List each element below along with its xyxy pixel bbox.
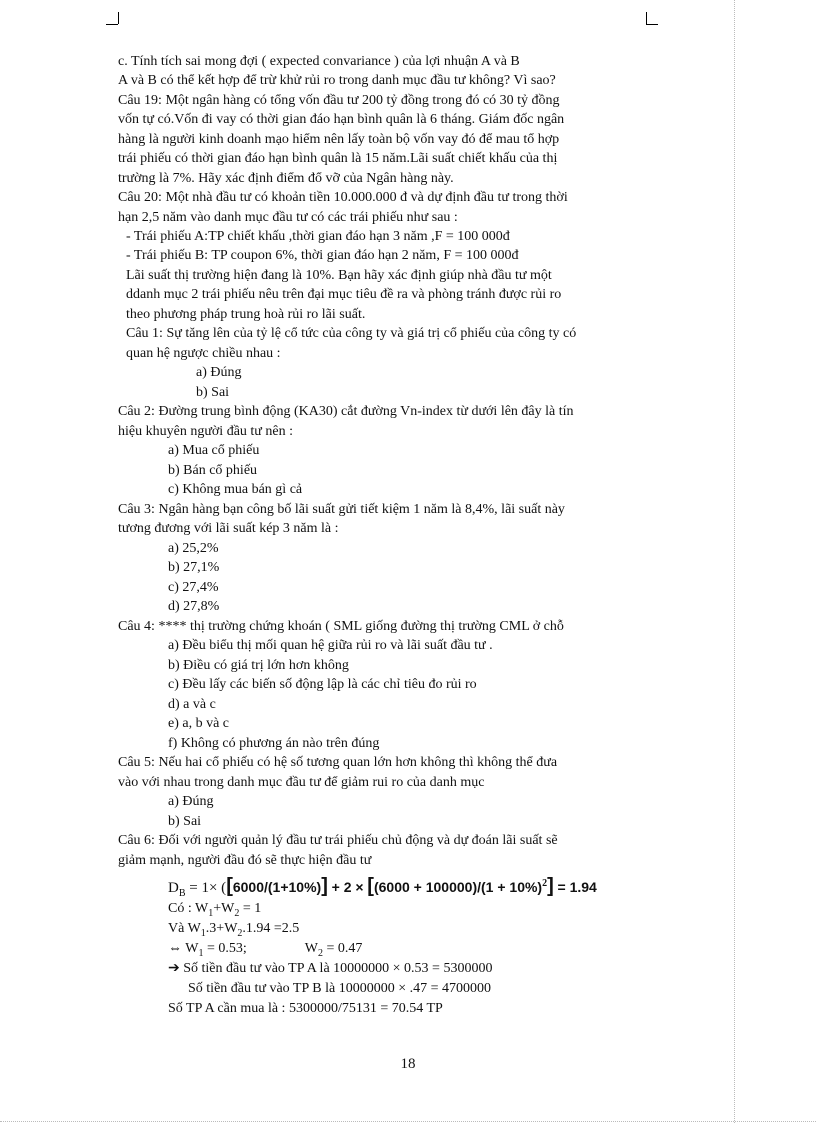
calc-text: +W <box>213 901 235 916</box>
list-item: d) 27,8% <box>168 599 220 614</box>
list-item: b) Điều có giá trị lớn hơn không <box>168 658 349 673</box>
text-line: Câu 19: Một ngân hàng có tổng vốn đầu tư 200 tỷ đồng trong đó có 30 tỷ đồng <box>118 93 560 108</box>
equation-mid: + 2 × <box>331 879 364 895</box>
text-line: trái phiếu có thời gian đáo hạn bình quân là 15 năm.Lãi suất chiết khấu của thị <box>118 151 558 166</box>
right-bracket: ] <box>321 875 328 897</box>
equivalence-arrow-icon: ⇔ <box>168 941 182 956</box>
text-line: Câu 6: Đối với người quản lý đầu tư trái phiếu chủ động và dự đoán lãi suất sẽ <box>118 833 558 848</box>
calc-sub: 2 <box>237 927 243 939</box>
calc-text: W <box>304 941 318 956</box>
text-line: giảm mạnh, người đầu đó sẽ thực hiện đầu tư <box>118 853 372 868</box>
text-line: hiệu khuyên người đầu tư nên : <box>118 424 293 439</box>
list-item: b) Sai <box>168 814 202 829</box>
text-line: Câu 4: **** thị trường chứng khoán ( SML giống đường thị trường CML ở chỗ <box>118 619 564 634</box>
page-number: 18 <box>400 1056 416 1072</box>
text-line: c. Tính tích sai mong đợi ( expected convariance ) của lợi nhuận A và B <box>118 54 520 69</box>
text-line: ddanh mục 2 trái phiếu nêu trên đại mục tiêu đề ra và phòng tránh được rủi ro <box>126 287 562 302</box>
text-line: quan hệ ngược chiều nhau : <box>126 346 281 361</box>
right-arrow-icon: ➔ <box>168 961 180 976</box>
calc-line <box>168 959 492 978</box>
crop-mark <box>118 12 119 24</box>
text-line: Câu 2: Đường trung bình động (KA30) cắt đường Vn-index từ dưới lên đây là tín <box>118 404 574 419</box>
list-item: a) Đúng <box>196 365 242 380</box>
equation-result: = 1.94 <box>557 879 597 895</box>
calc-text: .1.94 =2.5 <box>242 921 300 936</box>
calc-text: Và W <box>168 921 201 936</box>
list-item: b) Sai <box>196 385 230 400</box>
text-line: Lãi suất thị trường hiện đang là 10%. Bạn hãy xác định giúp nhà đầu tư một <box>126 268 552 283</box>
equation-term2: (6000 + 100000)/(1 + 10%) <box>373 879 543 895</box>
left-bracket: [ <box>367 875 374 897</box>
text-line: vào với nhau trong danh mục đầu tư để giảm rui ro của danh mục <box>118 775 485 790</box>
calc-text: = 0.53; <box>203 941 247 956</box>
calc-text: = 1 <box>239 901 262 916</box>
text-line: hàng là người kinh doanh mạo hiểm nên lấy toàn bộ vốn vay đó để mau tổ hợp <box>118 132 560 147</box>
text-line: vốn tự có.Vốn đi vay có thời gian đáo hạn bình quân là 6 tháng. Giám đốc ngân <box>118 112 565 127</box>
calc-text: .3+W <box>205 921 238 936</box>
text-line: A và B có thể kết hợp để trừ khử rủi ro trong danh mục đầu tư không? Vì sao? <box>118 73 556 88</box>
text-line: Câu 20: Một nhà đầu tư có khoản tiền 10.000.000 đ và dự định đầu tư trong thời <box>118 190 568 205</box>
right-bracket: ] <box>547 875 554 897</box>
calc-sub: 1 <box>200 927 206 939</box>
left-bracket: [ <box>226 875 233 897</box>
text-line: trường là 7%. Hãy xác định điểm đổ vỡ của Ngân hàng này. <box>118 171 454 186</box>
text-line: Câu 1: Sự tăng lên của tỷ lệ cổ tức của công ty và giá trị cổ phiếu của công ty có <box>126 326 577 341</box>
calc-text: Số tiền đầu tư vào TP A là 10000000 × 0.53 = 5300000 <box>179 961 493 976</box>
calc-sub: 2 <box>317 947 323 959</box>
calc-text: Có : W <box>168 901 209 916</box>
text-line: tương đương với lãi suất kép 3 năm là : <box>118 521 339 536</box>
calc-line: Số TP A cần mua là : 5300000/75131 = 70.54 TP <box>168 1001 443 1016</box>
equation-lhs: D <box>168 880 179 896</box>
text-line: theo phương pháp trung hoà rủi ro lãi suất. <box>126 307 366 322</box>
calc-text: W <box>182 941 199 956</box>
crop-mark <box>106 24 118 25</box>
list-item: c) Không mua bán gì cả <box>168 482 303 497</box>
margin-guide <box>734 0 735 1123</box>
equation-start: = 1× ( <box>185 880 227 896</box>
list-item: f) Không có phương án nào trên đúng <box>168 736 380 751</box>
equation-lhs-sub: B <box>178 888 186 899</box>
list-item: - Trái phiếu B: TP coupon 6%, thời gian đáo hạn 2 năm, F = 100 000đ <box>126 248 519 263</box>
list-item: a) Đều biểu thị mối quan hệ giữa rủi ro và lãi suất đầu tư . <box>168 638 493 653</box>
list-item: e) a, b và c <box>168 716 230 731</box>
calc-sub: 2 <box>234 907 240 919</box>
text-line: Câu 5: Nếu hai cổ phiếu có hệ số tương quan lớn hơn không thì không thể đưa <box>118 755 558 770</box>
equation-term1: 6000/(1+10%) <box>232 879 322 895</box>
calc-sub: 1 <box>208 907 214 919</box>
list-item: c) Đều lấy các biến số động lập là các chỉ tiêu đo rủi ro <box>168 677 477 692</box>
list-item: a) Đúng <box>168 794 214 809</box>
text-line: Câu 3: Ngân hàng bạn công bố lãi suất gửi tiết kiệm 1 năm là 8,4%, lãi suất này <box>118 502 565 517</box>
text-line: hạn 2,5 năm vào danh mục đầu tư có các trái phiếu như sau : <box>118 210 458 225</box>
calc-text: = 0.47 <box>322 941 363 956</box>
list-item: c) 27,4% <box>168 580 219 595</box>
calc-line: Số tiền đầu tư vào TP B là 10000000 × .47 = 4700000 <box>188 981 491 996</box>
crop-mark <box>646 12 647 24</box>
crop-mark <box>646 24 658 25</box>
margin-guide <box>0 1121 816 1122</box>
list-item: a) 25,2% <box>168 541 219 556</box>
list-item: d) a và c <box>168 697 216 712</box>
list-item: b) Bán cổ phiếu <box>168 463 258 478</box>
list-item: b) 27,1% <box>168 560 220 575</box>
list-item: a) Mua cổ phiếu <box>168 443 260 458</box>
equation-exponent: 2 <box>542 878 548 889</box>
list-item: - Trái phiếu A:TP chiết khấu ,thời gian đáo hạn 3 năm ,F = 100 000đ <box>126 229 510 244</box>
calc-sub: 1 <box>198 947 204 959</box>
